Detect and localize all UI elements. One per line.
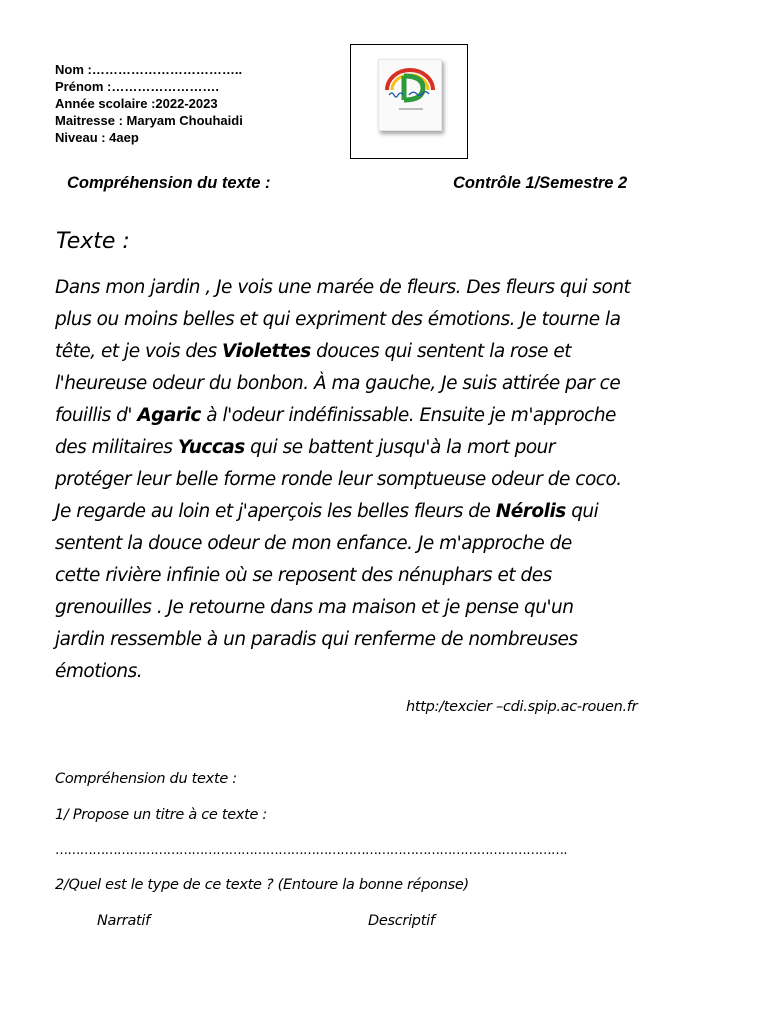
questions-section-title: Compréhension du texte :: [55, 771, 237, 787]
passage-text: Je regarde au loin et j'aperçois les belles fleurs de: [55, 501, 496, 522]
disney-d-logo-icon: [379, 60, 441, 130]
passage-text: qui: [565, 501, 599, 522]
flower-name-yuccas: Yuccas: [177, 437, 245, 458]
passage-text: qui se battent jusqu'à la mort pour: [244, 437, 556, 458]
passage-line: émotions.: [55, 661, 143, 682]
answer-line[interactable]: …………………………………………………………………………………………………………….: [55, 843, 567, 858]
walt-disney-logo: [378, 59, 442, 131]
nom-field: Nom :……………………………..: [55, 62, 243, 77]
passage-line: Dans mon jardin , Je vois une marée de fleurs. Des fleurs qui sont: [55, 277, 631, 298]
school-year: Année scolaire :2022-2023: [55, 96, 218, 111]
student-info-block: [55, 61, 243, 146]
flower-name-nerolis: Nérolis: [495, 501, 566, 522]
control-heading: Contrôle 1/Semestre 2: [453, 174, 628, 192]
question-2: 2/Quel est le type de ce texte ? (Entoure la bonne réponse): [55, 877, 469, 893]
source-url: http:/texcier –cdi.spip.ac-rouen.fr: [406, 699, 638, 715]
question-1: 1/ Propose un titre à ce texte :: [55, 807, 268, 823]
passage-line: plus ou moins belles et qui expriment des émotions. Je tourne la: [55, 309, 621, 330]
reading-passage: [55, 272, 755, 688]
passage-text: douces qui sentent la rose et: [310, 341, 572, 362]
passage-line: [55, 432, 755, 464]
passage-line: [55, 400, 755, 432]
passage-line: protéger leur belle forme ronde leur somptueuse odeur de coco.: [55, 469, 622, 490]
teacher-name: Maitresse : Maryam Chouhaidi: [55, 113, 243, 128]
flower-name-violettes: Violettes: [222, 341, 311, 362]
passage-line: [55, 336, 755, 368]
passage-line: jardin ressemble à un paradis qui renferme de nombreuses: [55, 629, 578, 650]
logo-frame: [350, 44, 468, 159]
passage-text: fouillis d': [55, 405, 138, 426]
option-descriptif[interactable]: Descriptif: [368, 913, 435, 929]
option-narratif[interactable]: Narratif: [97, 913, 150, 929]
prenom-field: Prénom :…………………….: [55, 79, 219, 94]
passage-text: tête, et je vois des: [55, 341, 223, 362]
text-title: Texte :: [56, 229, 130, 254]
passage-line: grenouilles . Je retourne dans ma maison et je pense qu'un: [55, 597, 574, 618]
passage-line: [55, 496, 755, 528]
flower-name-agaric: Agaric: [137, 405, 201, 426]
passage-text: à l'odeur indéfinissable. Ensuite je m'approche: [200, 405, 616, 426]
passage-text: des militaires: [55, 437, 178, 458]
comprehension-heading: Compréhension du texte :: [67, 174, 271, 192]
passage-line: cette rivière infinie où se reposent des nénuphars et des: [55, 565, 552, 586]
passage-line: sentent la douce odeur de mon enfance. Je m'approche de: [55, 533, 572, 554]
passage-line: l'heureuse odeur du bonbon. À ma gauche, Je suis attirée par ce: [55, 373, 621, 394]
grade-level: Niveau : 4aep: [55, 130, 139, 145]
